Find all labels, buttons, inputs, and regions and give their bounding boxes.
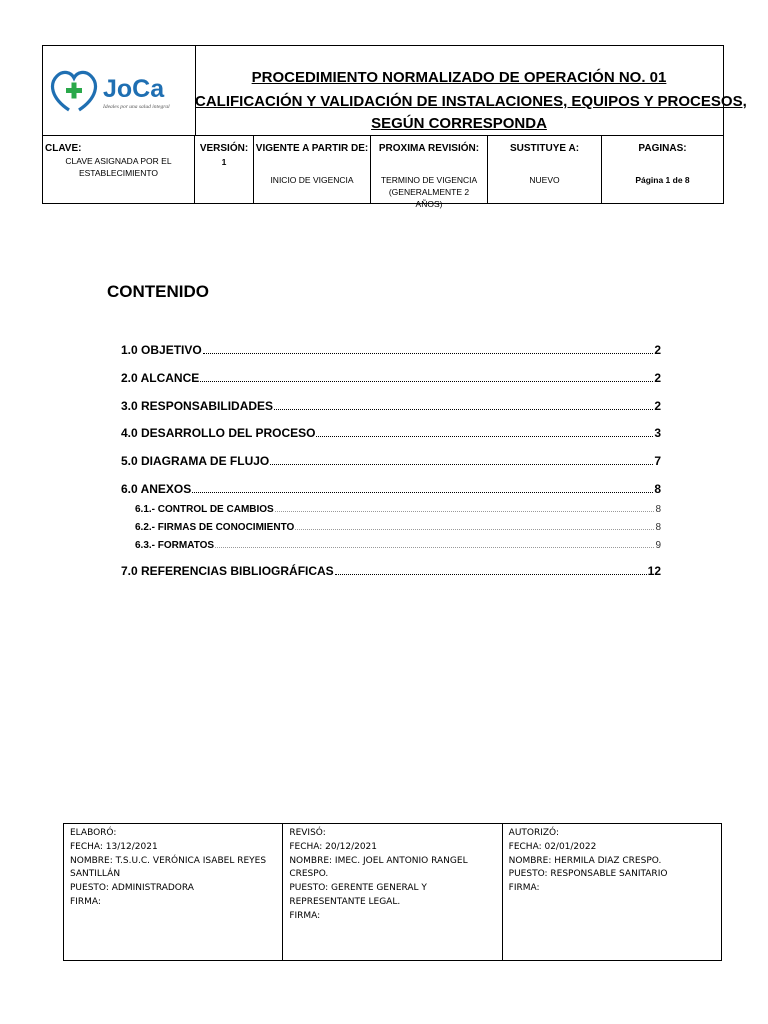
clave-cell	[43, 135, 195, 203]
toc-leader	[203, 352, 654, 354]
vigente-value: INICIO DE VIGENCIA	[270, 175, 354, 185]
toc-item[interactable]	[121, 424, 661, 440]
toc-leader	[192, 491, 653, 493]
revision-cell	[371, 135, 488, 209]
toc-item-label: 7.0 REFERENCIAS BIBLIOGRÁFICAS	[121, 564, 334, 578]
sig-date: FECHA: 02/01/2022	[508, 841, 597, 852]
sig-signature: FIRMA:	[70, 896, 101, 907]
sig-date: FECHA: 20/12/2021	[289, 841, 378, 852]
toc-item-page: 12	[647, 564, 661, 578]
toc-item-page: 8	[655, 504, 661, 515]
paginas-value: Página 1 de 8	[635, 175, 690, 185]
toc-item-label: 6.1.- CONTROL DE CAMBIOS	[135, 504, 274, 515]
sustituye-label: SUSTITUYE A:	[509, 143, 580, 154]
toc-item[interactable]	[121, 341, 661, 357]
version-value: 1	[221, 157, 227, 167]
clave-label: CLAVE:	[45, 143, 82, 154]
sig-name: NOMBRE: IMEC. JOEL ANTONIO RANGEL CRESPO.	[289, 855, 468, 880]
toc-leader	[335, 573, 647, 575]
doc-title-line2: CALIFICACIÓN Y VALIDACIÓN DE INSTALACIONES, EQUIPOS Y PROCESOS,	[195, 93, 747, 110]
paginas-label: PAGINAS:	[638, 143, 687, 154]
signature-reviso	[283, 824, 502, 960]
toc-item[interactable]	[121, 369, 661, 385]
toc-item[interactable]	[121, 397, 661, 413]
toc-leader	[215, 546, 654, 548]
sig-role: ELABORÓ:	[70, 828, 117, 838]
signature-table	[63, 823, 722, 961]
toc-subitem[interactable]	[135, 517, 661, 533]
toc-item-page: 2	[654, 399, 661, 413]
toc-leader	[275, 510, 655, 512]
toc-item-label: 3.0 RESPONSABILIDADES	[121, 399, 274, 413]
toc-leader	[316, 435, 653, 437]
sig-position: PUESTO: ADMINISTRADORA	[70, 883, 194, 894]
logo-tagline: Ideales por una salud integral	[103, 104, 170, 110]
logo-text: JoCa	[103, 75, 165, 103]
sig-position: PUESTO: RESPONSABLE SANITARIO	[508, 869, 668, 880]
toc-item-label: 6.0 ANEXOS	[121, 482, 192, 496]
toc-leader	[200, 380, 653, 382]
version-cell	[195, 135, 254, 203]
sig-signature: FIRMA:	[289, 910, 321, 921]
sig-name: NOMBRE: HERMILA DIAZ CRESPO.	[508, 855, 662, 866]
sig-role: REVISÓ:	[289, 828, 326, 838]
toc-item-page: 8	[655, 522, 661, 533]
toc-item-page: 8	[654, 482, 661, 496]
doc-title-line3: SEGÚN CORRESPONDA	[371, 115, 547, 132]
header-table	[42, 45, 747, 209]
toc-title: CONTENIDO	[107, 282, 209, 301]
clave-value: CLAVE ASIGNADA POR EL ESTABLECIMIENTO	[65, 156, 172, 178]
toc-item-label: 1.0 OBJETIVO	[121, 343, 202, 357]
title-cell	[195, 46, 747, 136]
logo-cell	[43, 46, 196, 136]
doc-title-line1: PROCEDIMIENTO NORMALIZADO DE OPERACIÓN NO. 01	[251, 69, 667, 86]
toc-item-label: 2.0 ALCANCE	[121, 371, 200, 385]
sig-name: NOMBRE: T.S.U.C. VERÓNICA ISABEL REYES SANTILLÁN	[70, 855, 267, 880]
toc-item[interactable]	[121, 452, 661, 468]
sustituye-cell	[488, 135, 602, 203]
version-label: VERSIÓN:	[199, 143, 249, 154]
vigente-cell	[254, 135, 371, 203]
toc-item-page: 3	[654, 426, 661, 440]
toc-subitem[interactable]	[135, 535, 661, 551]
toc-item[interactable]	[121, 480, 661, 496]
toc-item-page: 2	[654, 343, 661, 357]
joca-logo	[49, 66, 191, 116]
revision-label: PROXIMA REVISIÓN:	[378, 143, 480, 154]
toc-item-label: 4.0 DESARROLLO DEL PROCESO	[121, 426, 316, 440]
toc-item-page: 2	[654, 371, 661, 385]
paginas-cell	[602, 135, 723, 203]
sustituye-value: NUEVO	[529, 175, 560, 185]
toc-item-page: 9	[655, 540, 661, 551]
toc-leader	[295, 528, 654, 530]
toc-item-label: 6.3.- FORMATOS	[135, 540, 215, 551]
toc-leader	[274, 408, 653, 410]
toc-leader	[270, 463, 653, 465]
toc-item-label: 6.2.- FIRMAS DE CONOCIMIENTO	[135, 522, 295, 533]
toc-item-label: 5.0 DIAGRAMA DE FLUJO	[121, 454, 270, 468]
toc-item[interactable]	[121, 562, 661, 578]
signature-autorizo	[503, 824, 721, 960]
sig-date: FECHA: 13/12/2021	[70, 841, 158, 852]
signature-elaboro	[64, 824, 283, 960]
revision-value: TERMINO DE VIGENCIA (GENERALMENTE 2 AÑOS)	[380, 175, 478, 209]
sig-signature: FIRMA:	[508, 883, 540, 894]
toc-item-page: 7	[654, 454, 661, 468]
toc-subitem[interactable]	[135, 499, 661, 515]
sig-role: AUTORIZÓ:	[508, 828, 560, 838]
vigente-label: VIGENTE A PARTIR DE:	[255, 143, 369, 154]
sig-position: PUESTO: GERENTE GENERAL Y REPRESENTANTE LEGAL.	[289, 883, 427, 907]
